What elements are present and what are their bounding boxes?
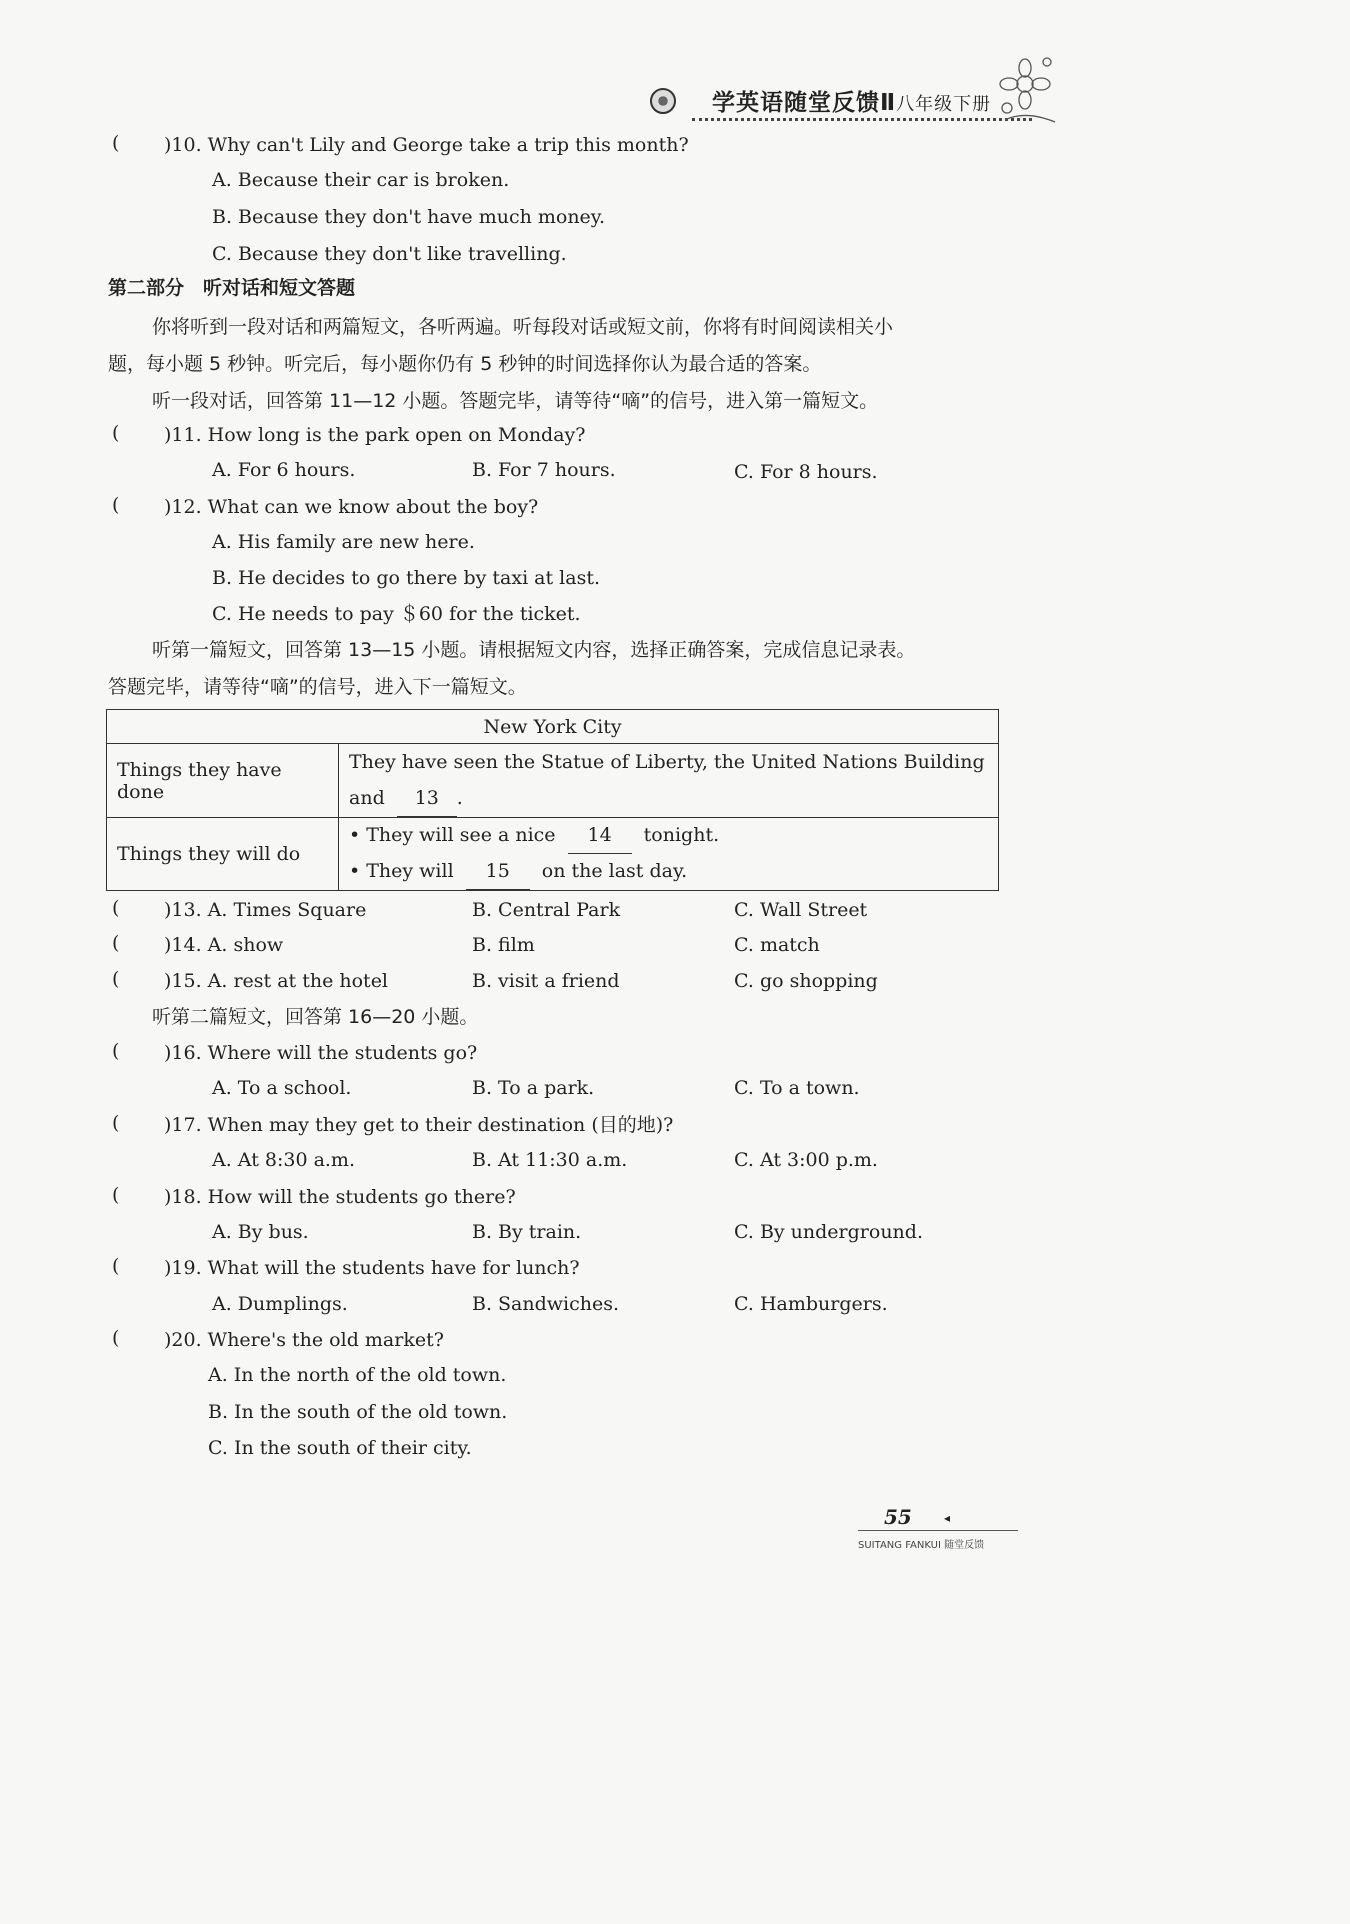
question-16-stem: )16. Where will the students go? <box>164 1042 478 1064</box>
question-20-option-c: C. In the south of their city. <box>208 1437 472 1459</box>
header-grade: 八年级下册 <box>896 94 992 115</box>
answer-bracket[interactable]: ( <box>112 494 120 516</box>
question-12-option-b: B. He decides to go there by taxi at last. <box>212 567 601 589</box>
table-cell-text: on the last day. <box>541 860 688 882</box>
flower-decoration-icon <box>985 48 1065 128</box>
book-emblem-icon <box>650 88 676 114</box>
header-title <box>712 84 991 117</box>
answer-bracket[interactable]: ( <box>112 932 120 954</box>
question-16-option-b: B. To a park. <box>472 1077 595 1099</box>
question-10-option-c: C. Because they don't like travelling. <box>212 243 567 265</box>
table-cell-text: • They will <box>349 860 454 882</box>
question-16-option-c: C. To a town. <box>734 1077 860 1099</box>
question-19-option-c: C. Hamburgers. <box>734 1293 888 1315</box>
question-13-option-a: )13. A. Times Square <box>164 899 367 921</box>
question-12-stem: )12. What can we know about the boy? <box>164 496 539 518</box>
answer-bracket[interactable]: ( <box>112 1112 120 1134</box>
question-20-stem: )20. Where's the old market? <box>164 1329 444 1351</box>
table-cell-text: . <box>456 787 463 809</box>
blank-14[interactable]: 14 <box>568 818 632 854</box>
section-intro-line2: 题，每小题 5 秒钟。听完后，每小题你仍有 5 秒钟的时间选择你认为最合适的答案。 <box>108 353 822 375</box>
question-10-option-a: A. Because their car is broken. <box>212 169 510 191</box>
question-17-option-a: A. At 8:30 a.m. <box>212 1149 355 1171</box>
table-cell-text: • They will see a nice <box>349 824 556 846</box>
question-18-option-a: A. By bus. <box>212 1221 309 1243</box>
answer-bracket[interactable]: ( <box>112 132 120 154</box>
question-15-option-b: B. visit a friend <box>472 970 620 992</box>
passage1-instruction-line2: 答题完毕，请等待“嘀”的信号，进入下一篇短文。 <box>108 676 527 698</box>
answer-bracket[interactable]: ( <box>112 1327 120 1349</box>
question-11-option-c: C. For 8 hours. <box>734 461 878 483</box>
header-roman: Ⅱ <box>880 90 897 116</box>
section-heading: 第二部分 听对话和短文答题 <box>108 277 356 299</box>
table-row-label: Things they have done <box>107 744 339 818</box>
question-17-option-c: C. At 3:00 p.m. <box>734 1149 878 1171</box>
blank-15[interactable]: 15 <box>466 854 530 890</box>
table-row <box>107 710 999 744</box>
answer-bracket[interactable]: ( <box>112 1184 120 1206</box>
question-15-option-c: C. go shopping <box>734 970 878 992</box>
page-number: 55 <box>884 1505 912 1529</box>
table-row <box>107 744 999 818</box>
question-14-option-b: B. film <box>472 934 535 956</box>
answer-bracket[interactable]: ( <box>112 968 120 990</box>
table-row-label: Things they will do <box>107 818 339 891</box>
question-19-option-a: A. Dumplings. <box>212 1293 348 1315</box>
table-cell <box>339 744 999 818</box>
passage2-instruction: 听第二篇短文，回答第 16—20 小题。 <box>152 1006 479 1028</box>
section-intro-line1: 你将听到一段对话和两篇短文，各听两遍。听每段对话或短文前，你将有时间阅读相关小 <box>152 316 894 338</box>
table-cell-text: They have seen the Statue of Liberty, the United Nations Building <box>349 751 985 773</box>
table-cell-text: tonight. <box>643 824 720 846</box>
question-11-option-b: B. For 7 hours. <box>472 459 616 481</box>
question-16-option-a: A. To a school. <box>212 1077 352 1099</box>
table-cell-text: and <box>349 787 385 809</box>
question-14-option-a: )14. A. show <box>164 934 284 956</box>
header-title-text: 学英语随堂反馈 <box>712 90 880 116</box>
footer-brand: SUITANG FANKUI 随堂反馈 <box>858 1540 985 1551</box>
question-18-option-c: C. By underground. <box>734 1221 923 1243</box>
question-10-option-b: B. Because they don't have much money. <box>212 206 606 228</box>
passage1-instruction-line1: 听第一篇短文，回答第 13—15 小题。请根据短文内容，选择正确答案，完成信息记录表。 <box>152 639 916 661</box>
question-19-stem: )19. What will the students have for lunch? <box>164 1257 580 1279</box>
question-18-option-b: B. By train. <box>472 1221 582 1243</box>
footer-rule <box>858 1530 1018 1531</box>
answer-bracket[interactable]: ( <box>112 897 120 919</box>
info-record-table <box>106 709 999 891</box>
question-15-option-a: )15. A. rest at the hotel <box>164 970 389 992</box>
page-header <box>640 78 1080 148</box>
answer-bracket[interactable]: ( <box>112 422 120 444</box>
arrow-left-icon: ◂ <box>944 1511 951 1525</box>
question-20-option-b: B. In the south of the old town. <box>208 1401 508 1423</box>
question-18-stem: )18. How will the students go there? <box>164 1186 516 1208</box>
header-dotted-rule <box>692 118 1032 121</box>
question-13-option-b: B. Central Park <box>472 899 621 921</box>
answer-bracket[interactable]: ( <box>112 1255 120 1277</box>
question-20-option-a: A. In the north of the old town. <box>208 1364 507 1386</box>
question-19-option-b: B. Sandwiches. <box>472 1293 620 1315</box>
dialog-instruction: 听一段对话，回答第 11—12 小题。答题完毕，请等待“嘀”的信号，进入第一篇短文。 <box>152 390 879 412</box>
question-12-option-c: C. He needs to pay ＄60 for the ticket. <box>212 603 581 625</box>
answer-bracket[interactable]: ( <box>112 1040 120 1062</box>
blank-13[interactable]: 13 <box>397 780 457 817</box>
question-17-stem: )17. When may they get to their destination (目的地)? <box>164 1114 674 1136</box>
question-11-option-a: A. For 6 hours. <box>212 459 356 481</box>
question-14-option-c: C. match <box>734 934 820 956</box>
table-row <box>107 818 999 891</box>
question-17-option-b: B. At 11:30 a.m. <box>472 1149 628 1171</box>
question-10-stem: )10. Why can't Lily and George take a trip this month? <box>164 134 689 156</box>
table-title: New York City <box>107 710 999 744</box>
table-cell <box>339 818 999 891</box>
question-11-stem: )11. How long is the park open on Monday? <box>164 424 586 446</box>
question-13-option-c: C. Wall Street <box>734 899 868 921</box>
question-12-option-a: A. His family are new here. <box>212 531 475 553</box>
